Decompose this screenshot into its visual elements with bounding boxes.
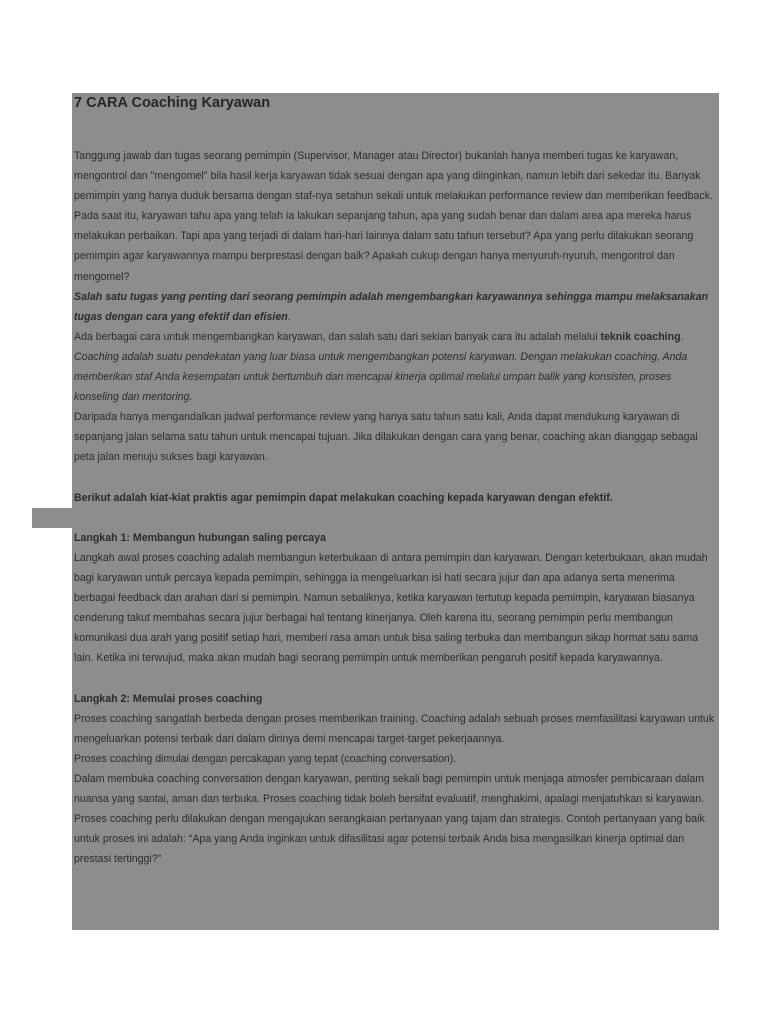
spacer — [74, 668, 717, 688]
coaching-definition: Coaching adalah suatu pendekatan yang luar biasa untuk mengembangkan potensi karyawan. Dengan melakukan coaching, Anda memberikan staf Anda kesempatan untuk bertumbuh dan mencapai kinerja optimal melalui umpan balik yang konsisten, proses konseling dan mentoring. — [74, 350, 688, 404]
step1-heading: Langkah 1: Membangun hubungan saling percaya — [74, 531, 326, 544]
intro-paragraph-4-text: Ada berbagai cara untuk mengembangkan karyawan, dan salah satu dari sekian banyak cara itu adalah melalui — [74, 330, 601, 343]
intro-paragraph-3 — [74, 287, 717, 327]
document-page — [72, 93, 719, 930]
key-statement-end: . — [287, 310, 291, 323]
document-title: 7 CARA Coaching Karyawan — [74, 95, 271, 111]
key-statement: Salah satu tugas yang penting dari seorang pemimpin adalah mengembangkan karyawannya sehingga mampu melaksanakan tugas dengan cara yang efektif dan efisien — [74, 290, 709, 323]
spacer — [74, 508, 717, 528]
intro-paragraph-2: Pada saat itu, karyawan tahu apa yang telah ia lakukan sepanjang tahun, apa yang sudah benar dan dalam area apa mereka harus melakukan perbaikan. Tapi apa yang terjadi di dalam hari-hari lainnya dalam satu tahun tersebut? Apa yang perlu dilakukan seorang pemimpin agar karyawannya mampu berprestasi dengan baik? Apakah cukup dengan hanya menyuruh-nyuruh, mengontrol dan mengomel? — [74, 210, 694, 283]
step1-body: Langkah awal proses coaching adalah membangun keterbukaan di antara pemimpin dan karyawan. Dengan keterbukaan, akan mudah bagi karyawan untuk percaya kepada pemimpin, sehingga ia mengeluarkan isi hati secara jujur dan apa adanya serta menerima berbagai feedback dan arahan dari si pemimpin. Namun sebaliknya, ketika karyawan tertutup kepada pemimpin, karyawan biasanya cenderung takut membahas secara jujur berbagai hal tentang kinerjanya. Oleh karena itu, seorang pemimpin perlu membangun komunikasi dua arah yang positif setiap hari, memberi rasa aman untuk bisa saling terbuka dan membangun sikap hormat satu sama lain. Ketika ini terwujud, maka akan mudah bagi seorang pemimpin untuk memberikan pengaruh positif kepada karyawannya. — [74, 551, 708, 665]
kiat-heading: Berikut adalah kiat-kiat praktis agar pemimpin dapat melakukan coaching kepada karyawan dengan efektif. — [74, 491, 613, 504]
step2-paragraph-3: Dalam membuka coaching conversation dengan karyawan, penting sekali bagi pemimpin untuk menjaga atmosfer pembicaraan dalam nuansa yang santai, aman dan terbuka. Proses coaching tidak boleh bersifat evaluatif, menghakimi, apalagi menjatuhkan si karyawan. Proses coaching perlu dilakukan dengan mengajukan serangkaian pertanyaan yang tajam dan strategis. Contoh pertanyaan yang baik untuk proses ini adalah: “Apa yang Anda inginkan untuk difasilitasi agar potensi terbaik Anda bisa mengasilkan kinerja optimal dan prestasi tertinggi?” — [74, 772, 705, 866]
step2-paragraph-2: Proses coaching dimulai dengan percakapan yang tepat (coaching conversation). — [74, 752, 457, 765]
intro-paragraph-1: Tanggung jawab dan tugas seorang pemimpin (Supervisor, Manager atau Director) bukanlah hanya memberi tugas ke karyawan, mengontrol dan "mengomel" bila hasil kerja karyawan tidak sesuai dengan apa yang diinginkan, namun lebih dari sekedar itu. Banyak pemimpin yang hanya duduk bersama dengan staf-nya setahun sekali untuk melakukan performance review dan memberikan feedback. — [74, 150, 713, 203]
spacer — [74, 468, 717, 488]
teknik-coaching-term: teknik coaching — [600, 330, 681, 343]
intro-paragraph-6: Daripada hanya mengandalkan jadwal performance review yang hanya satu tahun satu kali, Anda dapat mendukung karyawan di sepanjang jalan selama satu tahun untuk mencapai tujuan. Jika dilakukan dengan cara yang benar, coaching akan dianggap sebagai peta jalan menuju sukses bagi karyawan. — [74, 411, 698, 464]
intro-paragraph-4 — [74, 327, 717, 347]
step2-paragraph-1: Proses coaching sangatlah berbeda dengan proses memberikan training. Coaching adalah sebuah proses memfasilitasi karyawan untuk mengeluarkan potensi terbaik dari dalam dirinya demi mencapai target-target pekerjaannya. — [74, 712, 715, 745]
intro-paragraph-4-end: . — [680, 330, 684, 343]
side-tab-marker — [32, 508, 72, 528]
step2-heading: Langkah 2: Memulai proses coaching — [74, 692, 263, 705]
